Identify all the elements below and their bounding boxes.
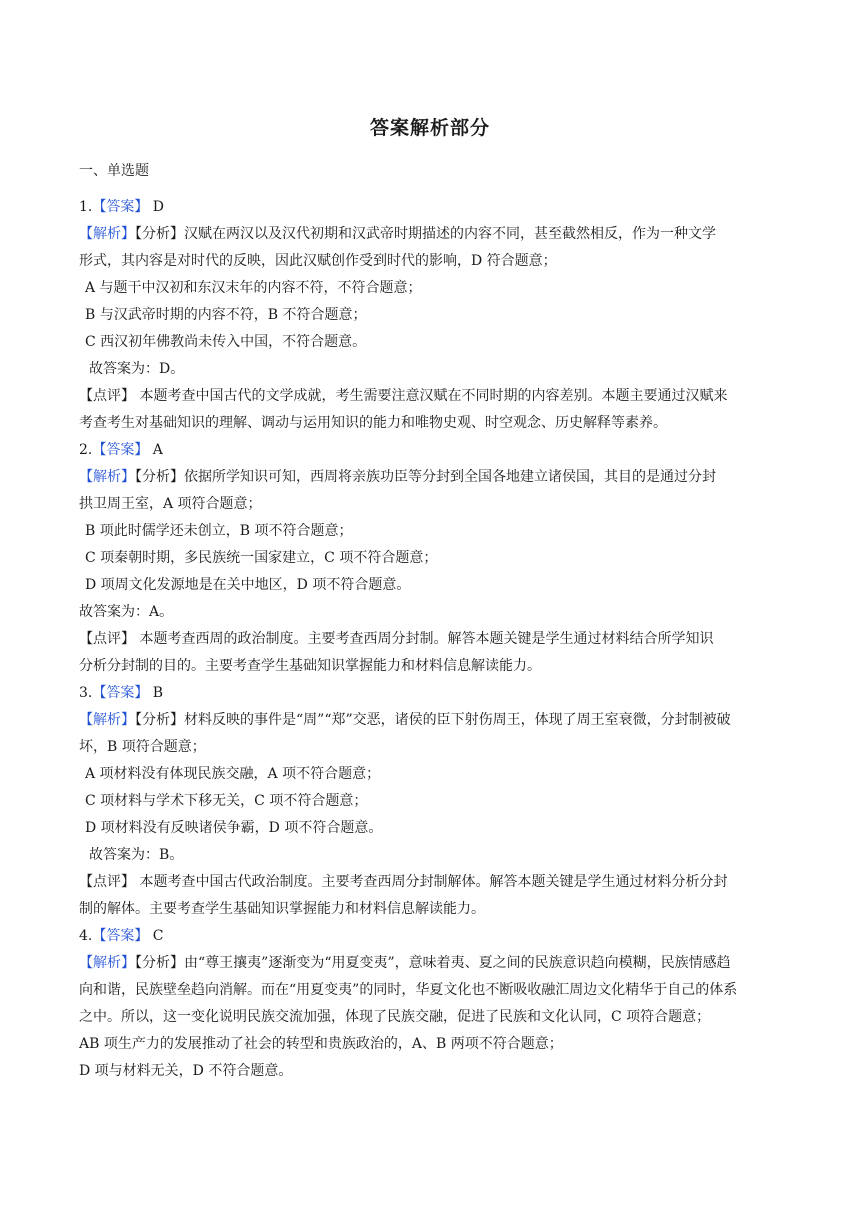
q3-analysis-line-2: 坏，B 项符合题意； xyxy=(79,739,206,755)
q3-answer-line xyxy=(79,684,789,702)
analysis-tag: 【解析】 xyxy=(79,226,135,242)
analysis-tag: 【解析】 xyxy=(79,469,135,485)
q2-comment-line-2: 分析分封制的目的。主要考查学生基础知识掌握能力和材料信息解读能力。 xyxy=(79,658,541,674)
q3-conclusion: 故答案为：B。 xyxy=(89,847,184,863)
q4-answer: C xyxy=(148,928,164,944)
q2-answer-line xyxy=(79,441,789,459)
q3-option-c: C 项材料与学术下移无关，C 项不符合题意； xyxy=(85,793,368,809)
q4-analysis-line-3: 之中。所以，这一变化说明民族交流加强，体现了民族交融，促进了民族和文化认同，C 项符合题意； xyxy=(79,1009,711,1025)
q1-option-c: C 西汉初年佛教尚未传入中国，不符合题意。 xyxy=(85,334,367,350)
section-heading: 一、单选题 xyxy=(79,163,149,179)
comment-tag: 【点评】 xyxy=(79,631,135,647)
comment-tag: 【点评】 xyxy=(79,874,135,890)
q4-analysis-line-2: 向和谐，民族壁垒趋向消解。而在“用夏变夷”的同时，华夏文化也不断吸收融汇周边文化精华于自己的体系 xyxy=(79,982,738,998)
q1-conclusion: 故答案为：D。 xyxy=(89,361,185,377)
q2-conclusion: 故答案为：A。 xyxy=(79,604,174,620)
q4-option-ab: AB 项生产力的发展推动了社会的转型和贵族政治的，A、B 两项不符合题意； xyxy=(79,1036,563,1052)
q1-analysis-line-2: 形式，其内容是对时代的反映，因此汉赋创作受到时代的影响，D 符合题意； xyxy=(79,253,557,269)
q4-number: 4. xyxy=(79,928,93,944)
analysis-tag: 【解析】 xyxy=(79,955,135,971)
q1-answer: D xyxy=(148,199,165,215)
q1-comment-line-1: 【点评】 本题考查中国古代的文学成就，考生需要注意汉赋在不同时期的内容差别。本题主要通过汉赋来 xyxy=(79,388,728,404)
q2-analysis-line-2: 拱卫周王室，A 项符合题意； xyxy=(79,496,262,512)
answer-tag: 【答案】 xyxy=(92,685,149,701)
page-title: 答案解析部分 xyxy=(369,117,490,139)
q1-comment-line-2: 考查考生对基础知识的理解、调动与运用知识的能力和唯物史观、时空观念、历史解释等素养。 xyxy=(79,415,667,431)
answer-tag: 【答案】 xyxy=(92,442,149,458)
q2-analysis-line-1: 【解析】【分析】依据所学知识可知，西周将亲族功臣等分封到全国各地建立诸侯国，其目的是通过分封 xyxy=(79,469,716,485)
q3-comment-line-1: 【点评】 本题考查中国古代政治制度。主要考查西周分封制解体。解答本题关键是学生通过材料分析分封 xyxy=(79,874,728,890)
q2-option-c: C 项秦朝时期，多民族统一国家建立，C 项不符合题意； xyxy=(85,550,438,566)
q3-option-d: D 项材料没有反映诸侯争霸，D 项不符合题意。 xyxy=(85,820,383,836)
q2-option-d: D 项周文化发源地是在关中地区，D 项不符合题意。 xyxy=(85,577,411,593)
q1-option-a: A 与题干中汉初和东汉末年的内容不符，不符合题意； xyxy=(85,280,422,296)
q3-analysis-line-1: 【解析】【分析】材料反映的事件是“周”“郑”交恶，诸侯的臣下射伤周王，体现了周王室衰微，分封制被破 xyxy=(79,712,731,728)
answer-tag: 【答案】 xyxy=(92,199,149,215)
q1-answer-line xyxy=(79,198,789,216)
q4-answer-line xyxy=(79,927,789,945)
q3-number: 3. xyxy=(79,685,93,701)
answer-tag: 【答案】 xyxy=(92,928,149,944)
q3-comment-line-2: 制的解体。主要考查学生基础知识掌握能力和材料信息解读能力。 xyxy=(79,901,485,917)
q2-answer: A xyxy=(148,442,163,458)
q1-number: 1. xyxy=(79,199,93,215)
q1-analysis-line-1: 【解析】【分析】汉赋在两汉以及汉代初期和汉武帝时期描述的内容不同，甚至截然相反，作为一种文学 xyxy=(79,226,716,242)
analysis-tag: 【解析】 xyxy=(79,712,135,728)
q2-number: 2. xyxy=(79,442,93,458)
q1-option-b: B 与汉武帝时期的内容不符，B 不符合题意； xyxy=(85,307,367,323)
q4-option-d: D 项与材料无关，D 不符合题意。 xyxy=(79,1063,293,1079)
comment-tag: 【点评】 xyxy=(79,388,135,404)
q3-option-a: A 项材料没有体现民族交融，A 项不符合题意； xyxy=(85,766,381,782)
q2-option-b: B 项此时儒学还未创立，B 项不符合题意； xyxy=(85,523,353,539)
q2-comment-line-1: 【点评】 本题考查西周的政治制度。主要考查西周分封制。解答本题关键是学生通过材料结合所学知识 xyxy=(79,631,714,647)
q4-analysis-line-1: 【解析】【分析】由“尊王攘夷”逐渐变为“用夏变夷”，意味着夷、夏之间的民族意识趋向模糊，民族情感趋 xyxy=(79,955,731,971)
q3-answer: B xyxy=(148,685,164,701)
